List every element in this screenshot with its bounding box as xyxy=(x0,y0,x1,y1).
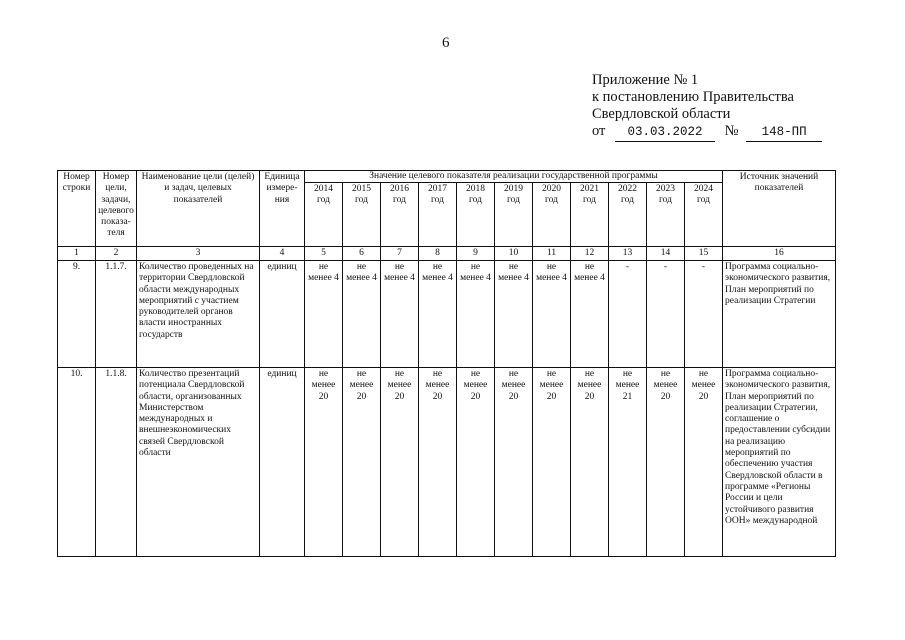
column-number: 11 xyxy=(533,247,571,261)
row-number: 10. xyxy=(58,368,96,557)
value-cell: не менее 20 xyxy=(571,368,609,557)
value-cell: не менее 4 xyxy=(381,261,419,368)
column-number: 4 xyxy=(260,247,305,261)
value-cell: не менее 20 xyxy=(533,368,571,557)
value-cell: не менее 4 xyxy=(305,261,343,368)
appendix-region-line: Свердловской области xyxy=(592,106,731,122)
value-cell: не менее 20 xyxy=(457,368,495,557)
value-cell: не менее 20 xyxy=(305,368,343,557)
indicators-table xyxy=(57,170,836,557)
column-number: 3 xyxy=(137,247,260,261)
column-number: 16 xyxy=(723,247,836,261)
header-year: 2020 год xyxy=(533,183,571,247)
number-prefix: № xyxy=(724,123,739,139)
indicator-name: Количество проведенных на территории Свердловской области международных мероприятий с участием руководителей органов власти иностранных государств xyxy=(137,261,260,368)
header-source: Источник значений показателей xyxy=(723,171,836,247)
header-year: 2018 год xyxy=(457,183,495,247)
value-cell: не менее 20 xyxy=(647,368,685,557)
value-cell: не менее 20 xyxy=(419,368,457,557)
value-cell: не менее 20 xyxy=(685,368,723,557)
column-number: 13 xyxy=(609,247,647,261)
header-year: 2015 год xyxy=(343,183,381,247)
row-number: 9. xyxy=(58,261,96,368)
column-number: 15 xyxy=(685,247,723,261)
column-number: 12 xyxy=(571,247,609,261)
header-year: 2022 год xyxy=(609,183,647,247)
decree-number: 148-ПП xyxy=(746,124,822,142)
value-cell: не менее 4 xyxy=(419,261,457,368)
value-cell: не менее 4 xyxy=(343,261,381,368)
value-cell: не менее 21 xyxy=(609,368,647,557)
value-cell: - xyxy=(609,261,647,368)
column-number: 5 xyxy=(305,247,343,261)
table-row xyxy=(58,368,836,557)
header-year: 2019 год xyxy=(495,183,533,247)
value-cell: не менее 20 xyxy=(343,368,381,557)
column-number: 9 xyxy=(457,247,495,261)
value-cell: не менее 4 xyxy=(571,261,609,368)
value-cell: - xyxy=(685,261,723,368)
column-number: 1 xyxy=(58,247,96,261)
header-year: 2024 год xyxy=(685,183,723,247)
header-row xyxy=(58,171,836,183)
header-year: 2014 год xyxy=(305,183,343,247)
value-cell: не менее 20 xyxy=(381,368,419,557)
column-numbers-row xyxy=(58,247,836,261)
header-name: Наименование цели (целей) и задач, целевых показателей xyxy=(137,171,260,247)
source-cell: Программа социально-экономического развития, План мероприятий по реализации Стратегии, соглашение о предоставлении субсидии на реализацию мероприятий по обеспечению участия Свердловской области в программе «Регионы России и цели устойчивого развития ООН» международной xyxy=(723,368,836,557)
source-cell: Программа социально-экономического развития, План мероприятий по реализации Стратегии xyxy=(723,261,836,368)
appendix-title: Приложение № 1 xyxy=(592,72,699,88)
page-number: 6 xyxy=(442,35,450,51)
column-number: 2 xyxy=(96,247,137,261)
value-cell: не менее 20 xyxy=(495,368,533,557)
decree-date: 03.03.2022 xyxy=(615,124,715,142)
appendix-date-line xyxy=(592,123,822,142)
unit: единиц xyxy=(260,261,305,368)
column-number: 10 xyxy=(495,247,533,261)
value-cell: не менее 4 xyxy=(457,261,495,368)
appendix-header xyxy=(592,72,822,142)
appendix-decree-line: к постановлению Правительства xyxy=(592,89,794,105)
column-number: 14 xyxy=(647,247,685,261)
header-unit: Единица измере-ния xyxy=(260,171,305,247)
column-number: 8 xyxy=(419,247,457,261)
value-cell: не менее 4 xyxy=(533,261,571,368)
column-number: 6 xyxy=(343,247,381,261)
header-year: 2023 год xyxy=(647,183,685,247)
header-year: 2017 год xyxy=(419,183,457,247)
indicator-code: 1.1.7. xyxy=(96,261,137,368)
column-number: 7 xyxy=(381,247,419,261)
header-row-no: Номер строки xyxy=(58,171,96,247)
header-code: Номер цели, задачи, целевого показа-теля xyxy=(96,171,137,247)
date-prefix: от xyxy=(592,123,606,139)
table-row xyxy=(58,261,836,368)
indicator-code: 1.1.8. xyxy=(96,368,137,557)
header-year: 2016 год xyxy=(381,183,419,247)
indicator-name: Количество презентаций потенциала Свердловской области, организованных Министерством международных и внешнеэкономических связей Свердловской области xyxy=(137,368,260,557)
value-cell: не менее 4 xyxy=(495,261,533,368)
header-values-group: Значение целевого показателя реализации государственной программы xyxy=(305,171,723,183)
value-cell: - xyxy=(647,261,685,368)
header-year: 2021 год xyxy=(571,183,609,247)
unit: единиц xyxy=(260,368,305,557)
